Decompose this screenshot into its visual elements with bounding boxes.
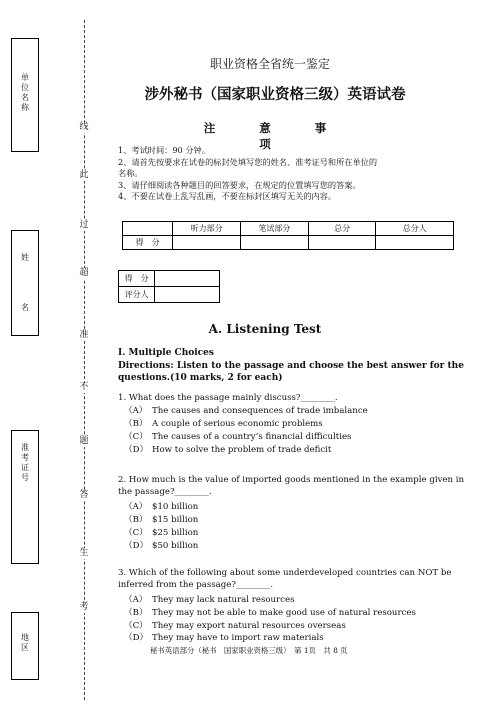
- binding-char: 题: [74, 436, 94, 447]
- score-header: 总分人: [376, 222, 454, 236]
- exam-id-label: 准 考 证 号: [21, 443, 29, 482]
- score-table: [122, 221, 454, 250]
- option[interactable]: （D） $50 billion: [124, 541, 199, 551]
- exam-id-box: [11, 430, 39, 564]
- notice-heading: 注 意 事 项: [203, 121, 347, 151]
- binding-char: 不: [74, 382, 94, 393]
- option[interactable]: （B） They may not be able to make good use of natural resources: [124, 608, 416, 618]
- binding-char: 过: [74, 220, 94, 231]
- grader-cell[interactable]: [155, 271, 220, 287]
- binding-char: 此: [74, 170, 94, 181]
- notice-item: 2、请首先按要求在试卷的标封处填写您的姓名、准考证号和所在单位的: [118, 156, 378, 167]
- binding-char: 准: [74, 330, 94, 341]
- option[interactable]: （A） They may lack natural resources: [124, 595, 295, 605]
- score-cell[interactable]: [308, 236, 376, 250]
- binding-char: 考: [74, 602, 94, 613]
- question-2: 2. How much is the value of imported goods mentioned in the example given in the passage?________.: [118, 475, 465, 497]
- grader-table: [118, 270, 220, 303]
- grader-row-label: 评分人: [119, 287, 155, 303]
- score-header: 总分: [308, 222, 376, 236]
- binding-char: 生: [74, 548, 94, 559]
- question-1: 1. What does the passage mainly discuss?________.: [118, 393, 338, 403]
- binding-char: 答: [74, 490, 94, 501]
- binding-char: 超: [74, 268, 94, 279]
- score-row-label: 得 分: [123, 236, 173, 250]
- option[interactable]: （D） They may have to import raw materials: [124, 633, 324, 643]
- score-header: 听力部分: [173, 222, 241, 236]
- option[interactable]: （D） How to solve the problem of trade deficit: [124, 445, 332, 455]
- part-title: I. Multiple Choices: [118, 348, 214, 358]
- score-cell[interactable]: [173, 236, 241, 250]
- unit-name-box: [11, 38, 39, 152]
- notice-item: 3、请仔细阅读各种题目的回答要求，在规定的位置填写您的答案。: [118, 179, 361, 190]
- option[interactable]: （C） They may export natural resources overseas: [124, 621, 346, 631]
- notice-item: 4、不要在试卷上乱写乱画，不要在标封区填写无关的内容。: [118, 191, 337, 201]
- option[interactable]: （A） $10 billion: [124, 502, 199, 512]
- option[interactable]: （C） The causes of a country’s financial difficulties: [124, 432, 352, 442]
- grader-row-label: 得 分: [119, 271, 155, 287]
- question-3: 3. Which of the following about some underdeveloped countries can NOT be inferred from the passage?________.: [118, 568, 452, 590]
- region-box: [11, 612, 39, 680]
- directions: Directions: Listen to the passage and choose the best answer for the questions.(10 marks, 2 for each): [118, 361, 464, 383]
- region-label: 地 区: [21, 633, 29, 652]
- exam-title: 涉外秘书（国家职业资格三级）英语试卷: [144, 86, 406, 103]
- notice-item: 1、考试时间：90 分钟。: [118, 145, 210, 155]
- unit-name-label: 单 位 名 称: [21, 73, 29, 112]
- score-cell[interactable]: [376, 236, 454, 250]
- notice-item: 名称。: [118, 168, 143, 178]
- option[interactable]: （B） $15 billion: [124, 515, 199, 525]
- score-cell[interactable]: [241, 236, 309, 250]
- grader-cell[interactable]: [155, 287, 220, 303]
- name-box: [11, 230, 39, 336]
- option[interactable]: （C） $25 billion: [124, 528, 199, 538]
- name-label: 姓 名: [21, 253, 29, 312]
- section-title: A. Listening Test: [208, 322, 322, 336]
- page-footer: 秘书英语部分（秘书 国家职业资格三级） 第 1页 共 8 页: [150, 646, 348, 655]
- score-header: 笔试部分: [241, 222, 309, 236]
- option[interactable]: （B） A couple of serious economic problems: [124, 419, 323, 429]
- exam-authority-title: 职业资格全省统一鉴定: [209, 57, 330, 71]
- notice-list: [118, 145, 463, 203]
- option[interactable]: （A） The causes and consequences of trade imbalance: [124, 406, 368, 416]
- binding-char: 线: [74, 122, 94, 133]
